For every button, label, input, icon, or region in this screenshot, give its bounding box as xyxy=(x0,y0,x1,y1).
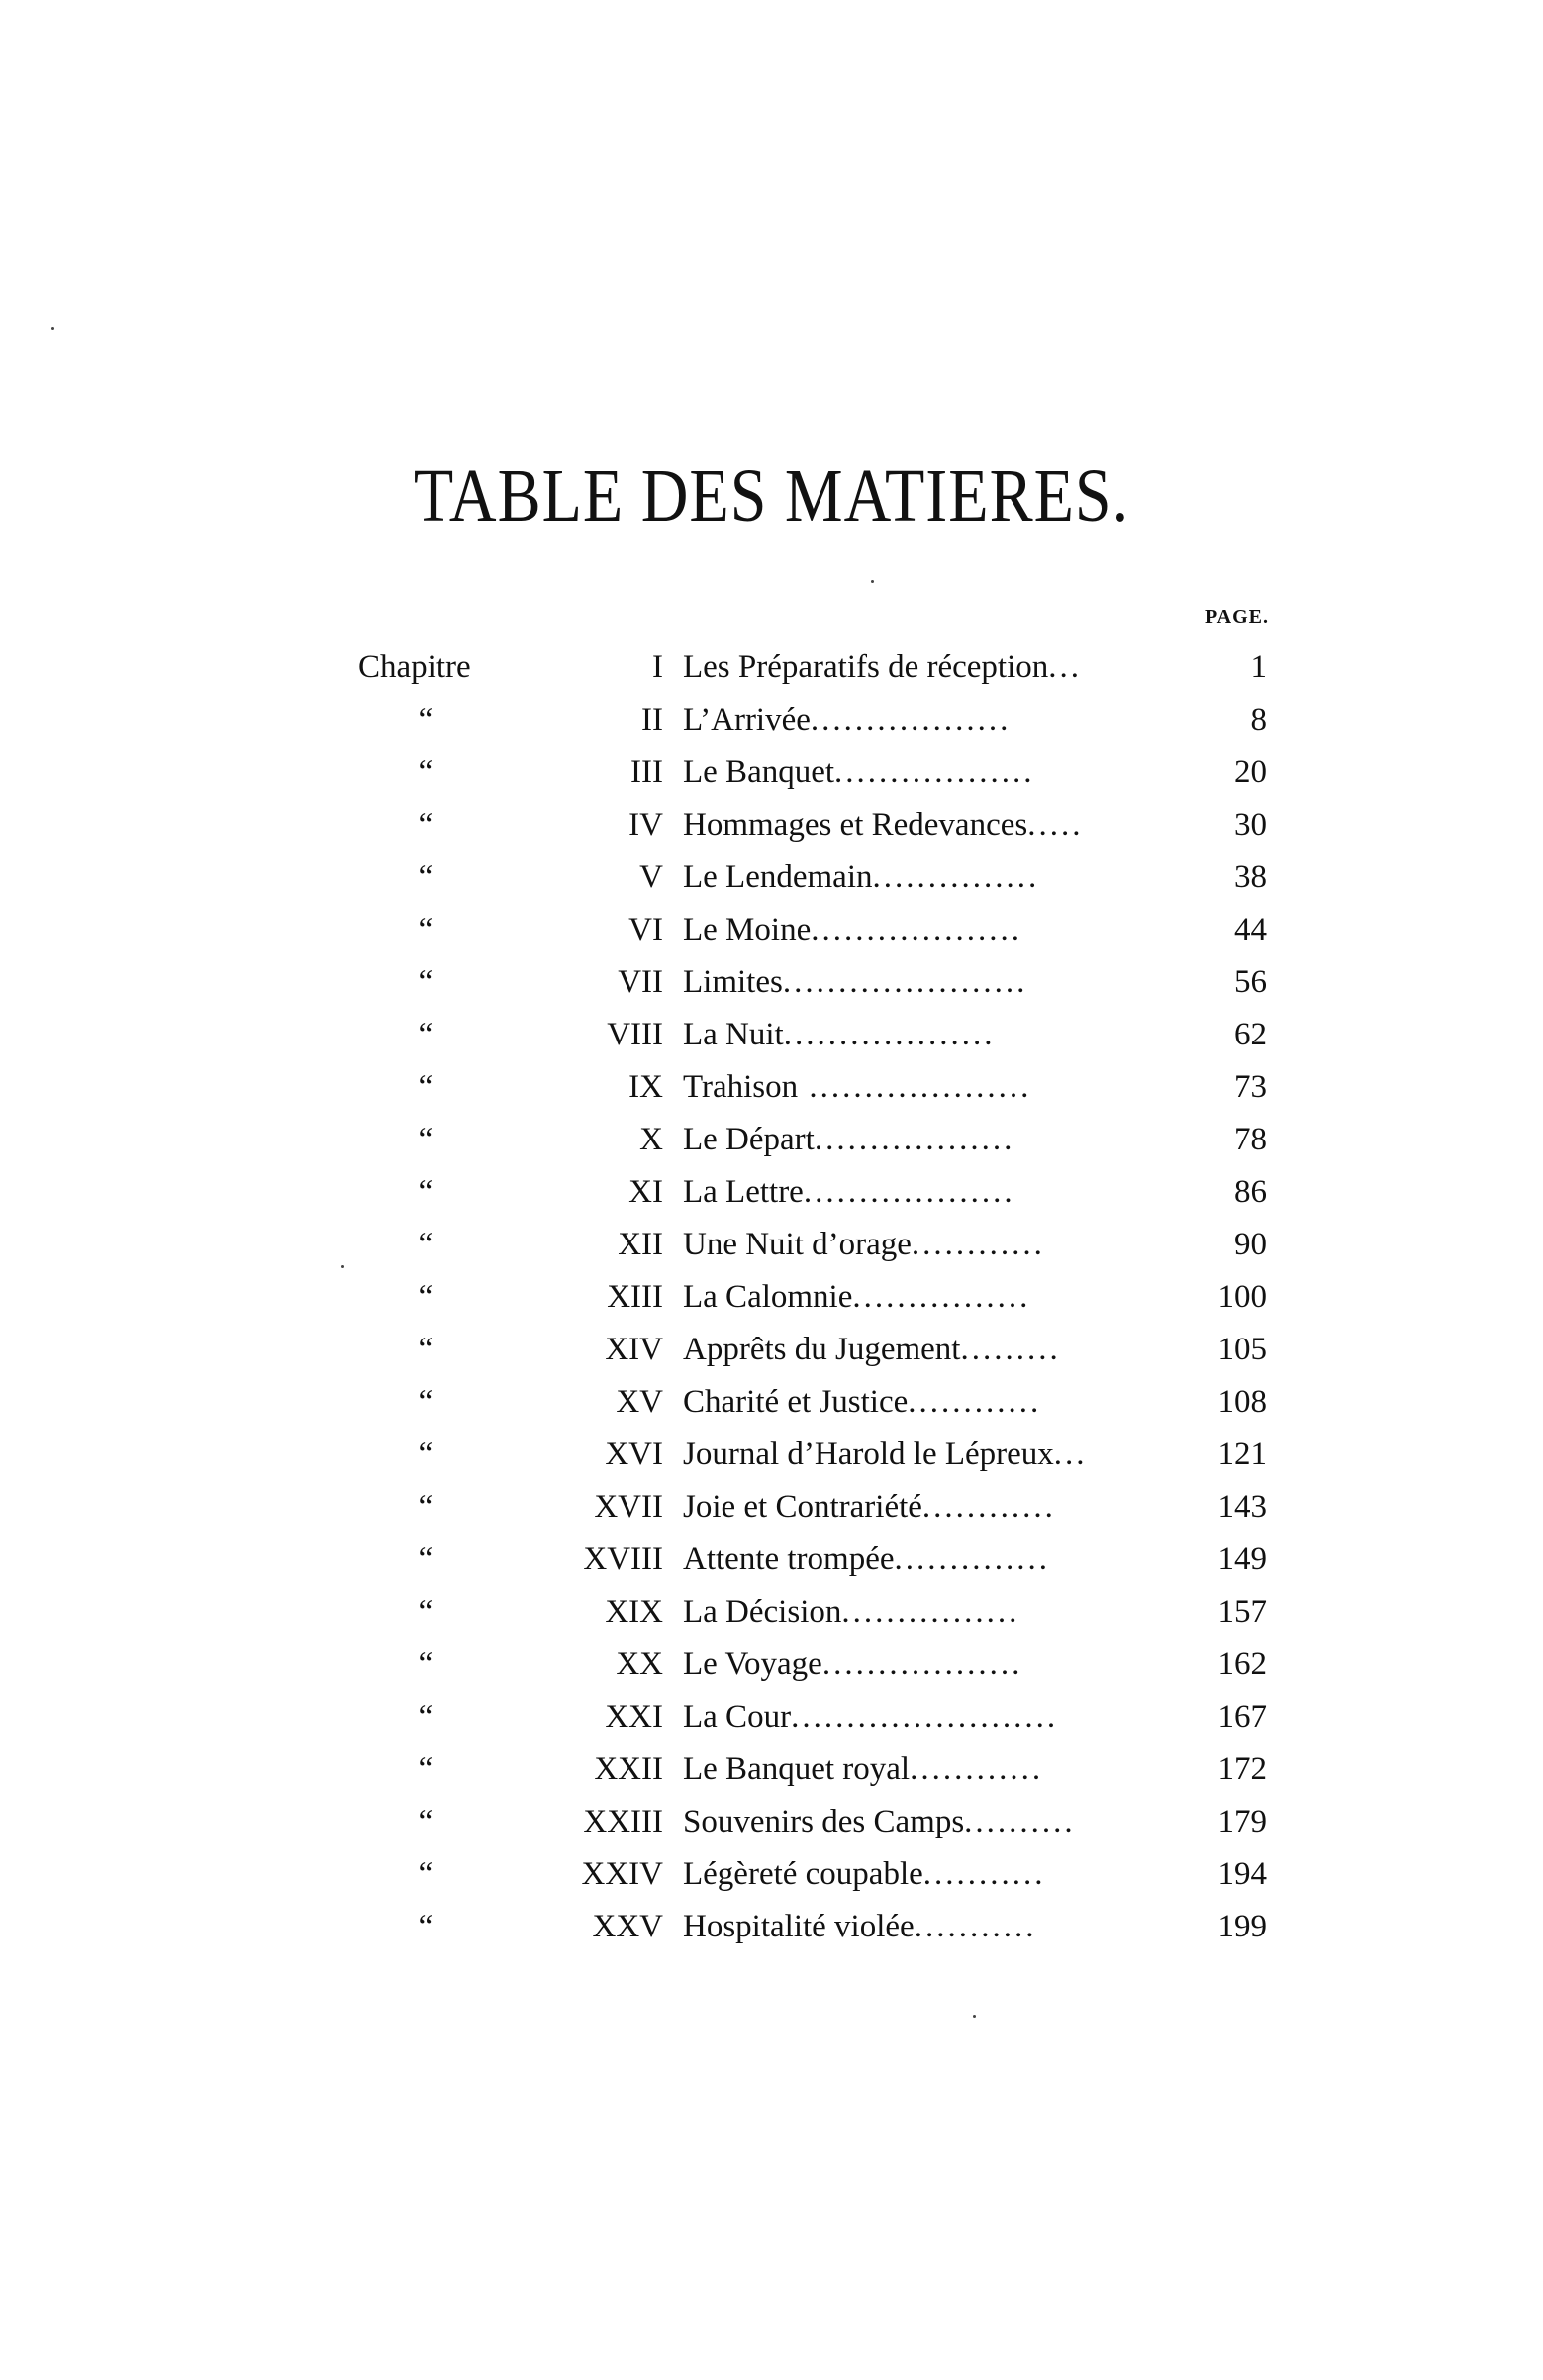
chapter-title xyxy=(683,1796,1158,1848)
ditto-mark: “ xyxy=(418,1122,434,1157)
chapter-numeral: VII xyxy=(618,964,663,1000)
ink-speck xyxy=(973,2015,976,2018)
toc-row xyxy=(0,642,1543,694)
chapter-title xyxy=(683,1429,1158,1481)
chapter-numeral: XIV xyxy=(605,1332,663,1367)
toc-row xyxy=(0,1219,1543,1271)
chapter-numeral: XXIII xyxy=(583,1804,663,1839)
leader-dots: ..... xyxy=(1027,807,1084,843)
toc-row xyxy=(0,746,1543,799)
chapter-title-text: Hospitalité violée xyxy=(683,1909,915,1944)
ditto-mark: “ xyxy=(418,1437,434,1472)
page-number: 157 xyxy=(1217,1594,1267,1630)
toc-row xyxy=(0,1586,1543,1638)
chapter-title xyxy=(683,1586,1158,1638)
chapter-title-text: Légèreté coupable xyxy=(683,1856,923,1892)
chapter-title-text: Les Préparatifs de réception xyxy=(683,649,1049,685)
chapter-numeral: XX xyxy=(616,1646,663,1682)
ditto-mark: “ xyxy=(418,1751,434,1787)
leader-dots: ................ xyxy=(852,1279,1031,1315)
toc-row xyxy=(0,1481,1543,1534)
chapter-numeral: XVI xyxy=(605,1437,663,1472)
leader-dots: ... xyxy=(1053,1437,1088,1472)
toc-row xyxy=(0,1691,1543,1743)
toc-row xyxy=(0,1324,1543,1376)
toc-row xyxy=(0,799,1543,851)
toc-row xyxy=(0,1166,1543,1219)
chapter-title xyxy=(683,851,1158,904)
chapter-numeral: III xyxy=(630,754,663,790)
page-number: 8 xyxy=(1250,702,1267,738)
leader-dots: ........... xyxy=(922,1856,1046,1892)
leader-dots: ................ xyxy=(841,1594,1020,1630)
page-number: 56 xyxy=(1234,964,1267,1000)
chapter-title-text: La Lettre xyxy=(683,1174,804,1210)
chapter-title xyxy=(683,1691,1158,1743)
toc-row xyxy=(0,956,1543,1009)
toc-row xyxy=(0,1009,1543,1061)
ditto-mark: “ xyxy=(418,1279,434,1315)
ink-speck xyxy=(51,327,54,330)
chapter-numeral: XXIV xyxy=(581,1856,663,1892)
page-number: 73 xyxy=(1234,1069,1267,1105)
chapter-title-text: Le Banquet royal xyxy=(683,1751,911,1787)
toc-row xyxy=(0,1376,1543,1429)
toc-row xyxy=(0,904,1543,956)
chapter-numeral: XI xyxy=(628,1174,663,1210)
page-number: 86 xyxy=(1234,1174,1267,1210)
ditto-mark: “ xyxy=(418,1804,434,1839)
leader-dots: ......... xyxy=(960,1332,1061,1367)
chapter-title xyxy=(683,1638,1158,1691)
chapter-numeral: IX xyxy=(628,1069,663,1105)
chapter-numeral: II xyxy=(641,702,663,738)
toc-row xyxy=(0,1114,1543,1166)
toc-row xyxy=(0,1061,1543,1114)
toc-row xyxy=(0,1429,1543,1481)
leader-dots: ........................ xyxy=(791,1699,1059,1735)
toc-row xyxy=(0,1638,1543,1691)
toc-row xyxy=(0,1901,1543,1953)
page-number: 143 xyxy=(1217,1489,1267,1525)
chapter-numeral: VI xyxy=(628,912,663,947)
chapter-title-text: Le Départ xyxy=(683,1122,815,1157)
chapter-title xyxy=(683,1534,1158,1586)
toc-row xyxy=(0,1796,1543,1848)
page-number: 162 xyxy=(1217,1646,1267,1682)
ditto-mark: “ xyxy=(418,1069,434,1105)
chapter-title-text: La Nuit xyxy=(683,1017,784,1052)
chapter-title xyxy=(683,1271,1158,1324)
chapter-numeral: VIII xyxy=(607,1017,663,1052)
ink-speck xyxy=(341,1265,344,1268)
ditto-mark: “ xyxy=(418,1646,434,1682)
chapter-title xyxy=(683,1376,1158,1429)
ditto-mark: “ xyxy=(418,859,434,895)
chapter-title-text: L’Arrivée xyxy=(683,702,811,738)
ditto-mark: “ xyxy=(418,1856,434,1892)
leader-dots: .......... xyxy=(964,1804,1076,1839)
chapter-title xyxy=(683,904,1158,956)
page-number: 78 xyxy=(1234,1122,1267,1157)
chapter-numeral: XIX xyxy=(605,1594,663,1630)
leader-dots: .................... xyxy=(798,1069,1032,1105)
chapter-numeral: XXV xyxy=(592,1909,663,1944)
ditto-mark: “ xyxy=(418,912,434,947)
chapter-title xyxy=(683,642,1158,694)
leader-dots: ............... xyxy=(872,859,1040,895)
chapter-numeral: XV xyxy=(616,1384,663,1420)
chapter-title xyxy=(683,694,1158,746)
chapter-title-text: Charité et Justice xyxy=(683,1384,909,1420)
chapter-numeral: X xyxy=(639,1122,663,1157)
chapter-title-text: Trahison xyxy=(683,1069,799,1105)
page-number: 121 xyxy=(1217,1437,1267,1472)
page-number: 62 xyxy=(1234,1017,1267,1052)
chapter-title xyxy=(683,1009,1158,1061)
page-column-header: PAGE. xyxy=(1205,606,1270,628)
chapter-numeral: IV xyxy=(628,807,663,843)
chapter-title xyxy=(683,1219,1158,1271)
leader-dots: ............ xyxy=(921,1489,1056,1525)
ditto-mark: “ xyxy=(418,1699,434,1735)
ditto-mark: “ xyxy=(418,702,434,738)
leader-dots: ................... xyxy=(811,912,1022,947)
leader-dots: .................. xyxy=(810,702,1012,738)
leader-dots: .................. xyxy=(821,1646,1023,1682)
ditto-mark: “ xyxy=(418,1332,434,1367)
chapter-title-text: Le Lendemain xyxy=(683,859,873,895)
page-number: 149 xyxy=(1217,1541,1267,1577)
page-number: 199 xyxy=(1217,1909,1267,1944)
ditto-mark: “ xyxy=(418,807,434,843)
page-number: 167 xyxy=(1217,1699,1267,1735)
leader-dots: ........... xyxy=(914,1909,1037,1944)
ditto-mark: “ xyxy=(418,1541,434,1577)
table-of-contents xyxy=(0,642,1543,1953)
chapter-numeral: V xyxy=(639,859,663,895)
chapter-title-text: Apprêts du Jugement xyxy=(683,1332,961,1367)
leader-dots: .................. xyxy=(834,754,1035,790)
chapter-title-text: Limites xyxy=(683,964,783,1000)
leader-dots: ................... xyxy=(783,1017,996,1052)
page-number: 20 xyxy=(1234,754,1267,790)
chapter-title xyxy=(683,1114,1158,1166)
chapter-title xyxy=(683,1743,1158,1796)
chapter-title xyxy=(683,956,1158,1009)
chapter-title-text: Une Nuit d’orage xyxy=(683,1227,912,1262)
page-number: 1 xyxy=(1250,649,1267,685)
chapter-title-text: La Calomnie xyxy=(683,1279,853,1315)
chapter-numeral: I xyxy=(652,649,663,685)
chapter-title-text: Le Moine xyxy=(683,912,812,947)
leader-dots: ............ xyxy=(911,1227,1045,1262)
leader-dots: ................... xyxy=(803,1174,1015,1210)
page-title: TABLE DES MATIERES. xyxy=(413,454,1130,539)
chapter-title-text: Hommages et Redevances xyxy=(683,807,1028,843)
page-number: 38 xyxy=(1234,859,1267,895)
leader-dots: ...................... xyxy=(782,964,1028,1000)
page-number: 172 xyxy=(1217,1751,1267,1787)
chapter-title-text: La Décision xyxy=(683,1594,842,1630)
chapter-numeral: XXII xyxy=(594,1751,663,1787)
leader-dots: ............ xyxy=(910,1751,1044,1787)
leader-dots: .............. xyxy=(894,1541,1051,1577)
ditto-mark: “ xyxy=(418,1594,434,1630)
toc-row xyxy=(0,1743,1543,1796)
toc-row xyxy=(0,1534,1543,1586)
chapter-title-text: Le Banquet xyxy=(683,754,835,790)
leader-dots: ... xyxy=(1048,649,1083,685)
ditto-mark: “ xyxy=(418,1174,434,1210)
chapter-numeral: XII xyxy=(618,1227,663,1262)
chapter-title-text: Souvenirs des Camps xyxy=(683,1804,965,1839)
chapter-title xyxy=(683,1061,1158,1114)
toc-row xyxy=(0,1848,1543,1901)
chapter-title xyxy=(683,1481,1158,1534)
chapter-title-text: Journal d’Harold le Lépreux xyxy=(683,1437,1054,1472)
ink-speck xyxy=(871,580,874,583)
chapter-title-text: Le Voyage xyxy=(683,1646,822,1682)
chapter-numeral: XVII xyxy=(594,1489,663,1525)
chapter-title-text: Joie et Contrariété xyxy=(683,1489,922,1525)
ditto-mark: “ xyxy=(418,1227,434,1262)
page-number: 108 xyxy=(1217,1384,1267,1420)
page-number: 179 xyxy=(1217,1804,1267,1839)
ditto-mark: “ xyxy=(418,1384,434,1420)
toc-row xyxy=(0,694,1543,746)
page-number: 194 xyxy=(1217,1856,1267,1892)
chapter-title xyxy=(683,1901,1158,1953)
ditto-mark: “ xyxy=(418,1017,434,1052)
leader-dots: .................. xyxy=(814,1122,1015,1157)
chapter-numeral: XIII xyxy=(607,1279,663,1315)
chapter-label: Chapitre xyxy=(358,649,471,685)
chapter-title-text: Attente trompée xyxy=(683,1541,895,1577)
toc-row xyxy=(0,1271,1543,1324)
page-number: 90 xyxy=(1234,1227,1267,1262)
chapter-numeral: XVIII xyxy=(583,1541,663,1577)
page-number: 100 xyxy=(1217,1279,1267,1315)
ditto-mark: “ xyxy=(418,1489,434,1525)
ditto-mark: “ xyxy=(418,1909,434,1944)
chapter-title xyxy=(683,746,1158,799)
chapter-title-text: La Cour xyxy=(683,1699,792,1735)
chapter-title xyxy=(683,1166,1158,1219)
page-number: 30 xyxy=(1234,807,1267,843)
page-number: 44 xyxy=(1234,912,1267,947)
chapter-title xyxy=(683,799,1158,851)
page-number: 105 xyxy=(1217,1332,1267,1367)
toc-row xyxy=(0,851,1543,904)
chapter-title xyxy=(683,1324,1158,1376)
ditto-mark: “ xyxy=(418,754,434,790)
chapter-title xyxy=(683,1848,1158,1901)
ditto-mark: “ xyxy=(418,964,434,1000)
leader-dots: ............ xyxy=(908,1384,1042,1420)
chapter-numeral: XXI xyxy=(605,1699,663,1735)
